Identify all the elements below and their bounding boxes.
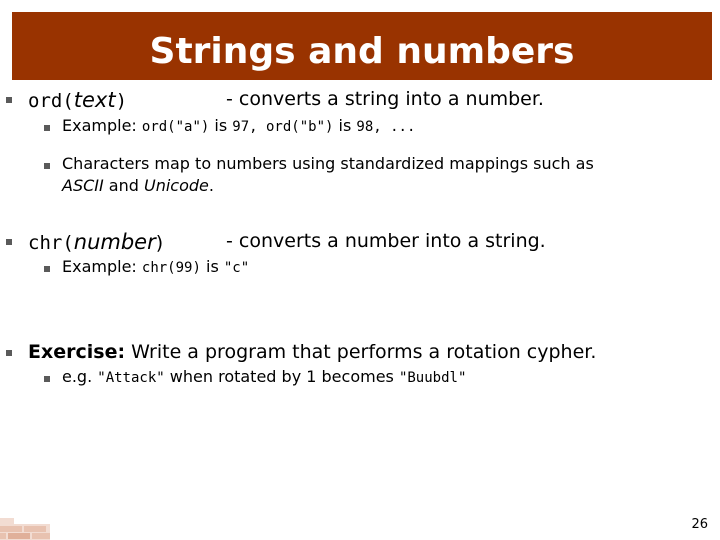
chr-example-val: "c" [223,260,250,276]
bullet-marker [6,239,12,245]
ord-example-code1: ord("a") [141,119,210,135]
slide-title: Strings and numbers [149,31,575,72]
chr-example-is: is [200,257,224,276]
chr-example-code: chr(99) [141,260,201,276]
ord-note-line2 [62,178,214,194]
ord-example-val1: 97, [232,119,266,135]
ord-line [28,90,127,111]
sub-bullet-marker [44,125,50,131]
chr-close: ) [155,232,164,254]
title-bar [12,12,712,80]
ord-example-is1: is [209,116,233,135]
bullet-marker [6,97,12,103]
exercise-label: Exercise: [28,341,126,363]
exercise-example-code1: "Attack" [97,370,165,386]
ord-note-end: . [208,176,214,195]
exercise-text: Write a program that performs a rotation cypher. [125,341,597,363]
sub-bullet-marker [44,266,50,272]
brick-decoration [0,480,80,540]
chr-func: chr( [28,232,74,254]
chr-arg: number [73,230,156,254]
bullet-marker [6,350,12,356]
chr-desc: - converts a number into a string. [226,230,546,252]
ord-func: ord( [28,90,74,112]
chr-example [62,259,249,275]
ord-note-line1: Characters map to numbers using standardized mappings such as [62,154,594,173]
chr-example-prefix: Example: [62,257,142,276]
exercise-example-prefix: e.g. [62,367,98,386]
ord-arg: text [73,88,116,112]
ord-desc: - converts a string into a number. [226,88,544,110]
exercise-example-mid: when rotated by 1 becomes [164,367,399,386]
ord-example-is2: is [333,116,357,135]
page-number: 26 [691,517,708,532]
ord-note-unicode: Unicode [144,176,209,195]
exercise-line [28,343,596,362]
sub-bullet-marker [44,163,50,169]
exercise-example [62,369,466,385]
ord-example [62,118,415,134]
ord-note-and: and [103,176,144,195]
ord-example-prefix: Example: [62,116,142,135]
ord-note-ascii: ASCII [62,176,104,195]
ord-example-val2: 98, ... [356,119,416,135]
sub-bullet-marker [44,376,50,382]
ord-example-code2: ord("b") [266,119,334,135]
ord-close: ) [115,90,128,112]
exercise-example-code2: "Buubdl" [398,370,467,386]
chr-line [28,232,163,253]
